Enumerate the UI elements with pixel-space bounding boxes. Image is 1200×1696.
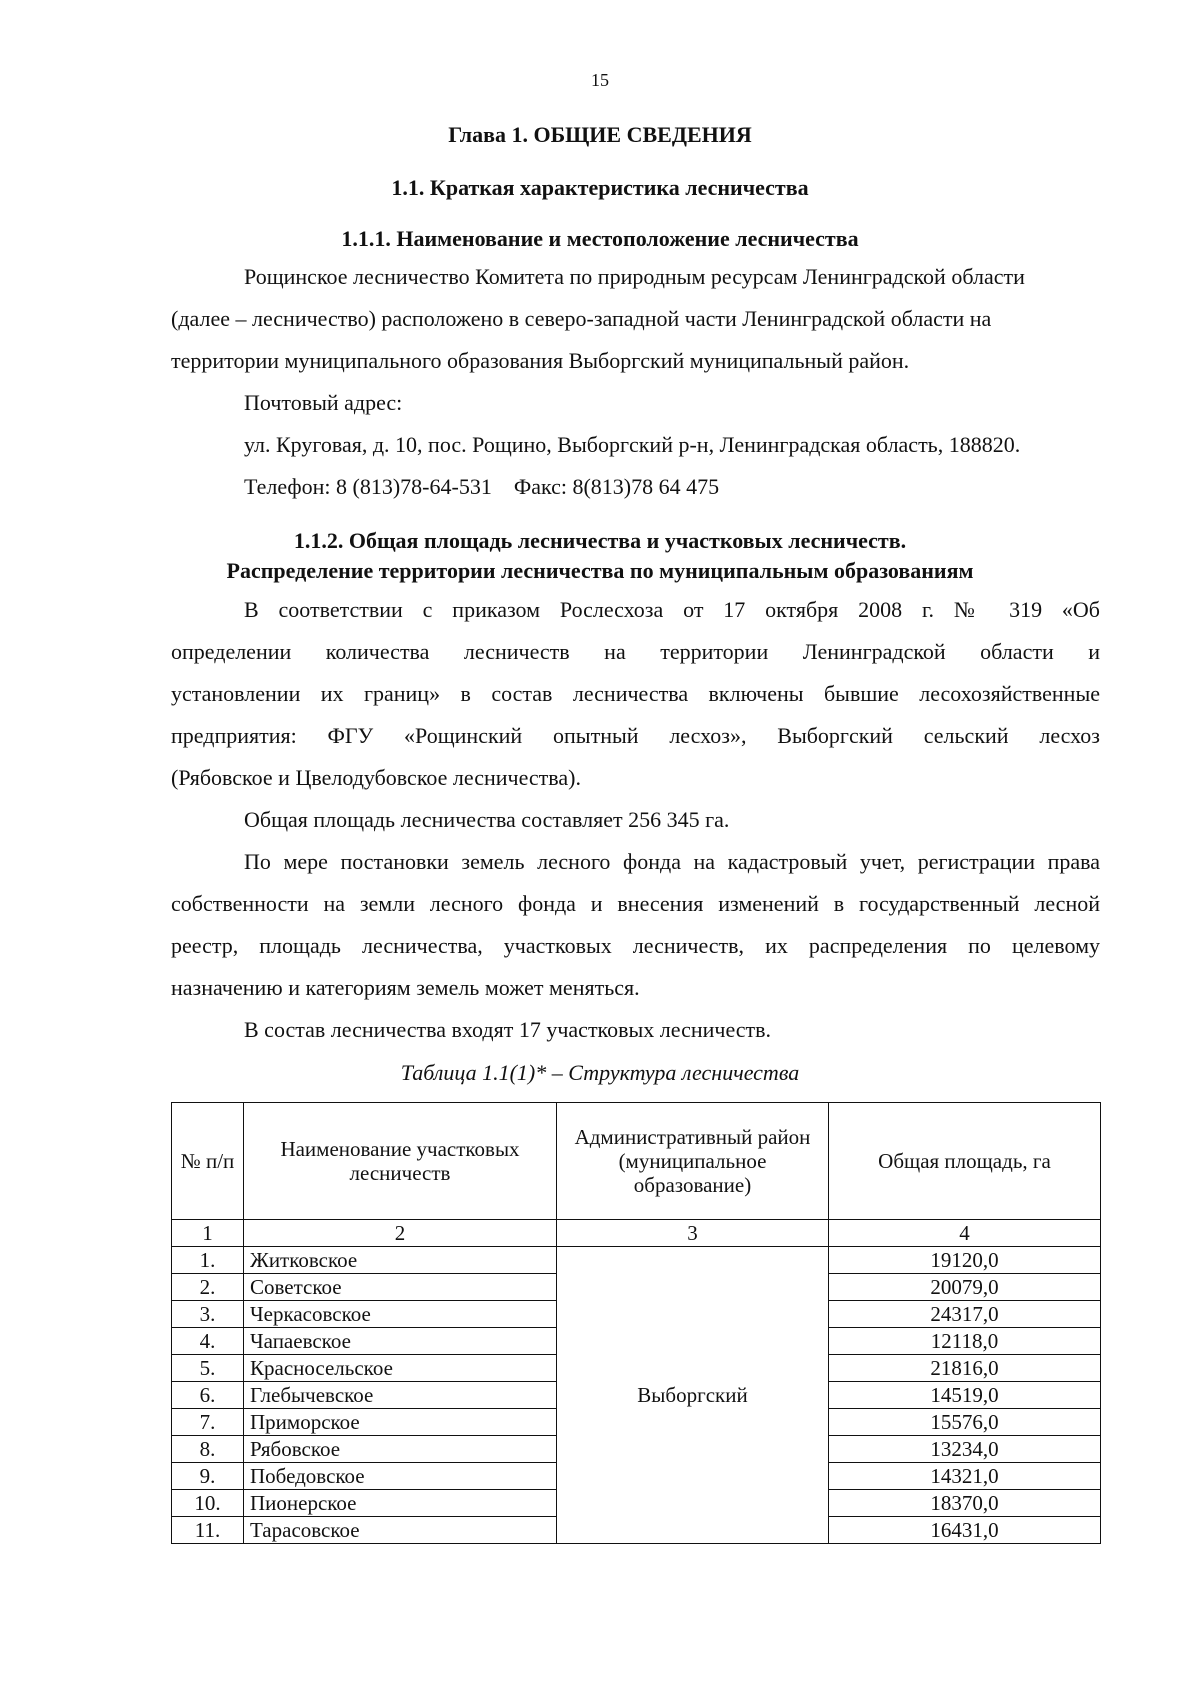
forestry-name: Рябовское — [244, 1436, 557, 1463]
chapter-title: Глава 1. ОБЩИЕ СВЕДЕНИЯ — [448, 122, 752, 147]
area-value: 13234,0 — [829, 1436, 1101, 1463]
forestry-name: Советское — [244, 1274, 557, 1301]
area-value: 12118,0 — [829, 1328, 1101, 1355]
paragraph-line: По мере постановки земель лесного фонда на кадастровый учет, регистрации права — [244, 849, 1100, 874]
subsection-title: Распределение территории лесничества по муниципальным образованиям — [226, 558, 974, 583]
postal-label: Почтовый адрес: — [244, 390, 403, 415]
forestry-name: Чапаевское — [244, 1328, 557, 1355]
area-value: 15576,0 — [829, 1409, 1101, 1436]
header-number: № п/п — [172, 1103, 244, 1220]
area-value: 14519,0 — [829, 1382, 1101, 1409]
area-value: 19120,0 — [829, 1247, 1101, 1274]
forestry-name: Житковское — [244, 1247, 557, 1274]
area-value: 16431,0 — [829, 1517, 1101, 1544]
column-number: 3 — [557, 1220, 829, 1247]
header-name: Наименование участковых лесничеств — [244, 1103, 557, 1220]
district-name: Выборгский — [557, 1247, 829, 1544]
intro-line: территории муниципального образования Выборгский муниципальный район. — [171, 348, 910, 373]
intro-line: Рощинское лесничество Комитета по природным ресурсам Ленинградской области — [244, 264, 1025, 289]
paragraph-line: реестр, площадь лесничества, участковых лесничеств, их распределения по целевому — [171, 933, 1100, 958]
table-caption: Таблица 1.1(1)* – Структура лесничества — [400, 1060, 800, 1085]
subsection-title: 1.1.1. Наименование и местоположение лесничества — [341, 226, 859, 251]
forestry-name: Пионерское — [244, 1490, 557, 1517]
row-number: 8. — [172, 1436, 244, 1463]
header-district: Административный район (муниципальное образование) — [557, 1103, 829, 1220]
postal-address: ул. Круговая, д. 10, пос. Рощино, Выборгский р-н, Ленинградская область, 188820. — [244, 432, 1021, 457]
row-number: 2. — [172, 1274, 244, 1301]
paragraph-line: определении количества лесничеств на территории Ленинградской области и — [171, 639, 1100, 664]
header-area: Общая площадь, га — [829, 1103, 1101, 1220]
column-number: 1 — [172, 1220, 244, 1247]
paragraph-line: (Рябовское и Цвелодубовское лесничества). — [171, 765, 581, 790]
paragraph-line: В соответствии с приказом Рослесхоза от 17 октября 2008 г. № 319 «Об — [244, 597, 1100, 622]
page-number: 15 — [591, 70, 609, 90]
intro-line: (далее – лесничество) расположено в северо-западной части Ленинградской области на — [171, 306, 992, 331]
column-number: 4 — [829, 1220, 1101, 1247]
row-number: 9. — [172, 1463, 244, 1490]
forestry-structure-table — [171, 1102, 1101, 1544]
forestry-name: Черкасовское — [244, 1301, 557, 1328]
area-value: 21816,0 — [829, 1355, 1101, 1382]
forestry-name: Красносельское — [244, 1355, 557, 1382]
paragraph-line: предприятия: ФГУ «Рощинский опытный лесхоз», Выборгский сельский лесхоз — [171, 723, 1100, 748]
paragraph-line: установлении их границ» в состав лесничества включены бывшие лесохозяйственные — [171, 681, 1100, 706]
forestry-name: Приморское — [244, 1409, 557, 1436]
table-row — [172, 1247, 1101, 1274]
section-title: 1.1. Краткая характеристика лесничества — [391, 175, 809, 200]
forestry-name: Победовское — [244, 1463, 557, 1490]
forestry-name: Глебычевское — [244, 1382, 557, 1409]
paragraph: Общая площадь лесничества составляет 256 345 га. — [244, 807, 730, 832]
row-number: 1. — [172, 1247, 244, 1274]
forestry-name: Тарасовское — [244, 1517, 557, 1544]
row-number: 5. — [172, 1355, 244, 1382]
contacts: Телефон: 8 (813)78-64-531 Факс: 8(813)78 64 475 — [244, 474, 720, 499]
row-number: 7. — [172, 1409, 244, 1436]
subsection-title: 1.1.2. Общая площадь лесничества и участковых лесничеств. — [293, 528, 907, 553]
paragraph-line: собственности на земли лесного фонда и внесения изменений в государственный лесной — [171, 891, 1100, 916]
row-number: 3. — [172, 1301, 244, 1328]
paragraph: В состав лесничества входят 17 участковых лесничеств. — [244, 1017, 772, 1042]
area-value: 18370,0 — [829, 1490, 1101, 1517]
row-number: 6. — [172, 1382, 244, 1409]
row-number: 4. — [172, 1328, 244, 1355]
area-value: 24317,0 — [829, 1301, 1101, 1328]
paragraph-line: назначению и категориям земель может меняться. — [171, 975, 640, 1000]
column-number: 2 — [244, 1220, 557, 1247]
area-value: 14321,0 — [829, 1463, 1101, 1490]
row-number: 10. — [172, 1490, 244, 1517]
area-value: 20079,0 — [829, 1274, 1101, 1301]
row-number: 11. — [172, 1517, 244, 1544]
